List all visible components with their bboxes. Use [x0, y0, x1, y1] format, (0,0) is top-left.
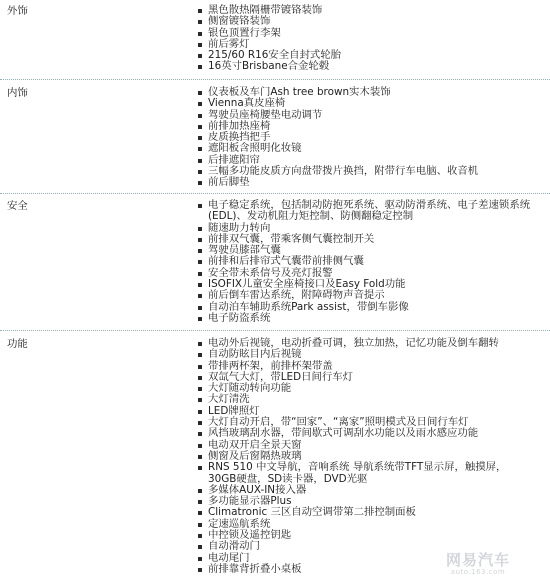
spec-item: 215/60 R16安全自封式轮胎 [197, 50, 532, 61]
spec-item: 定速巡航系统 [197, 519, 532, 530]
spec-item: 驾驶员膝部气囊 [197, 245, 532, 256]
spec-item: 风挡玻璃刮水器，带间歇式可调刮水功能以及雨水感应功能 [197, 428, 532, 439]
spec-item: 银色顶置行李架 [197, 28, 532, 39]
spec-item: 前排加热座椅 [197, 121, 532, 132]
spec-item: 电子防盗系统 [197, 313, 532, 324]
spec-item: 电子稳定系统，包括制动防抱死系统、驱动防滑系统、电子差速锁系统(EDL)、发动机阻力矩控制、防侧翻稳定控制 [197, 200, 532, 223]
spec-item: 三幅多功能皮质方向盘带拨片换挡，附带行车电脑、收音机 [197, 166, 532, 177]
spec-item: 16英寸Brisbane合金轮毂 [197, 61, 532, 72]
spec-item: RNS 510 中文导航，音响系统 导航系统带TFT显示屏，触摸屏，30GB硬盘，SD读卡器，DVD光驱 [197, 462, 532, 485]
spec-item: 后排遮阳帘 [197, 155, 532, 166]
spec-item: 双氙气大灯，带LED日间行车灯 [197, 372, 532, 383]
spec-item: 黑色散热隔栅带镀铬装饰 [197, 5, 532, 16]
section-title: 功能 [7, 338, 28, 350]
spec-item: 遮阳板含照明化妆镜 [197, 143, 532, 154]
spec-item: 前后脚垫 [197, 177, 532, 188]
item-list [197, 87, 532, 189]
row-divider [0, 193, 550, 194]
spec-item: 自动泊车辅助系统Park assist，带倒车影像 [197, 302, 532, 313]
spec-item: LED牌照灯 [197, 406, 532, 417]
spec-item: 带排两杯架，前排杯架带盖 [197, 361, 532, 372]
spec-item: 侧窗及后窗隔热玻璃 [197, 451, 532, 462]
section-title: 外饰 [7, 5, 28, 17]
spec-item: 电动外后视镜，电动折叠可调，独立加热，记忆功能及倒车翻转 [197, 338, 532, 349]
spec-item: 电动尾门 [197, 553, 532, 564]
spec-item: 侧窗镀铬装饰 [197, 16, 532, 27]
watermark-text: 网易汽车 [445, 551, 510, 569]
spec-item: 自动防眩目内后视镜 [197, 349, 532, 360]
spec-item: 前排和后排帘式气囊带前排侧气囊 [197, 256, 532, 267]
spec-item: 大灯清洗 [197, 394, 532, 405]
section-title: 内饰 [7, 87, 28, 99]
spec-item: 多媒体AUX-IN接入器 [197, 485, 532, 496]
spec-item: 安全带未系信号及亮灯报警 [197, 268, 532, 279]
item-list [197, 338, 532, 575]
spec-item: 电动双开启全景天窗 [197, 440, 532, 451]
spec-item: 随速助力转向 [197, 223, 532, 234]
row-divider [0, 330, 550, 331]
spec-item: 仪表板及车门Ash tree brown实木装饰 [197, 87, 532, 98]
watermark-url: auto.163.com [450, 568, 506, 576]
spec-item: 大灯随动转向功能 [197, 383, 532, 394]
spec-item: 前排双气囊，带乘客侧气囊控制开关 [197, 234, 532, 245]
spec-item: 驾驶员座椅腰垫电动调节 [197, 110, 532, 121]
spec-item: Climatronic 三区自动空调带第二排控制面板 [197, 507, 532, 518]
spec-item: 多功能显示器Plus [197, 496, 532, 507]
spec-item: 中控锁及遥控钥匙 [197, 530, 532, 541]
spec-item: 皮质换挡把手 [197, 132, 532, 143]
spec-item: 自动滑动门 [197, 541, 532, 552]
section-title: 安全 [7, 200, 28, 212]
spec-item: 前排靠背折叠小桌板 [197, 564, 532, 575]
spec-item: ISOFIX儿童安全座椅接口及Easy Fold功能 [197, 279, 532, 290]
spec-item: 前后倒车雷达系统，附障碍物声音提示 [197, 290, 532, 301]
spec-item: Vienna真皮座椅 [197, 98, 532, 109]
item-list [197, 200, 532, 324]
spec-item: 前后雾灯 [197, 39, 532, 50]
watermark-logo [446, 552, 510, 576]
row-divider [0, 79, 550, 80]
item-list [197, 5, 532, 73]
spec-item: 大灯自动开启，带“回家”、“离家”照明模式及日间行车灯 [197, 417, 532, 428]
